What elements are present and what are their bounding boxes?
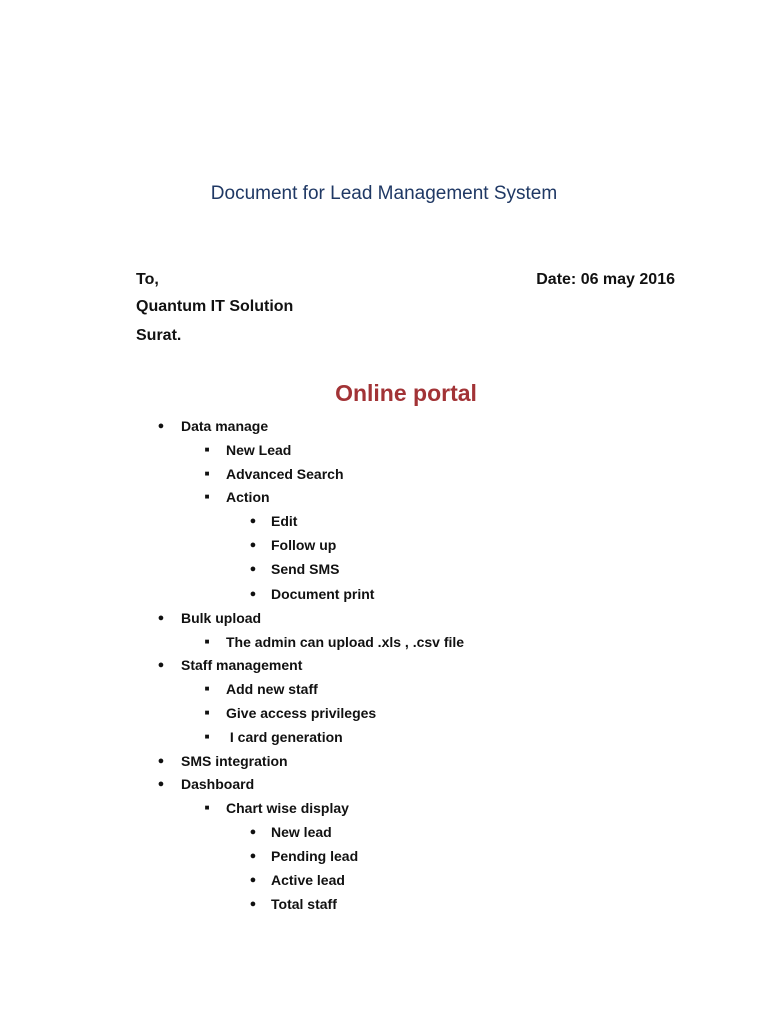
list-item-label: Staff management (181, 657, 303, 673)
bullet-dot-icon: ● (249, 539, 257, 551)
bullet-square-icon: ■ (204, 708, 210, 717)
bullet-dot-icon: ● (249, 515, 257, 527)
list-item-label: Active lead (271, 872, 345, 888)
addressee-company: Quantum IT Solution (136, 298, 294, 315)
list-item-label: Add new staff (226, 681, 318, 697)
bullet-dot-icon: ● (157, 612, 165, 624)
bullet-dot-icon: ● (249, 563, 257, 575)
bullet-square-icon: ■ (204, 684, 210, 693)
bullet-dot-icon: ● (249, 898, 257, 910)
list-item-label: Action (226, 489, 270, 505)
bullet-square-icon: ■ (204, 732, 210, 741)
list-item-label: Bulk upload (181, 610, 262, 626)
list-item-label: Chart wise display (226, 800, 349, 816)
addressee-city: Surat. (136, 327, 182, 344)
list-item-label: New Lead (226, 442, 292, 458)
list-item-label: Document print (271, 586, 375, 602)
document-title: Document for Lead Management System (210, 183, 558, 204)
bullet-square-icon: ■ (204, 803, 210, 812)
bullet-dot-icon: ● (157, 755, 165, 767)
addressee-salutation: To, (136, 271, 159, 288)
list-item-label: Total staff (271, 896, 337, 912)
section-title: Online portal (335, 380, 477, 406)
list-item-label: I card generation (226, 729, 343, 745)
bullet-dot-icon: ● (157, 659, 165, 671)
list-item-label: New lead (271, 824, 332, 840)
list-item-label: Advanced Search (226, 466, 344, 482)
bullet-square-icon: ■ (204, 492, 210, 501)
list-item-label: The admin can upload .xls , .csv file (226, 634, 465, 650)
bullet-square-icon: ■ (204, 469, 210, 478)
bullet-dot-icon: ● (157, 778, 165, 790)
bullet-dot-icon: ● (249, 826, 257, 838)
document-date: Date: 06 may 2016 (536, 271, 675, 288)
bullet-dot-icon: ● (157, 420, 165, 432)
bullet-square-icon: ■ (204, 637, 210, 646)
list-item-label: Give access privileges (226, 705, 377, 721)
bullet-square-icon: ■ (204, 445, 210, 454)
list-item-label: Pending lead (271, 848, 359, 864)
bullet-dot-icon: ● (249, 588, 257, 600)
bullet-dot-icon: ● (249, 874, 257, 886)
list-item-label: Send SMS (271, 561, 340, 577)
list-item-label: Data manage (181, 418, 269, 434)
list-item-label: Edit (271, 513, 298, 529)
list-item-label: SMS integration (181, 753, 288, 769)
bullet-dot-icon: ● (249, 850, 257, 862)
list-item-label: Dashboard (181, 776, 255, 792)
list-item-label: Follow up (271, 537, 337, 553)
